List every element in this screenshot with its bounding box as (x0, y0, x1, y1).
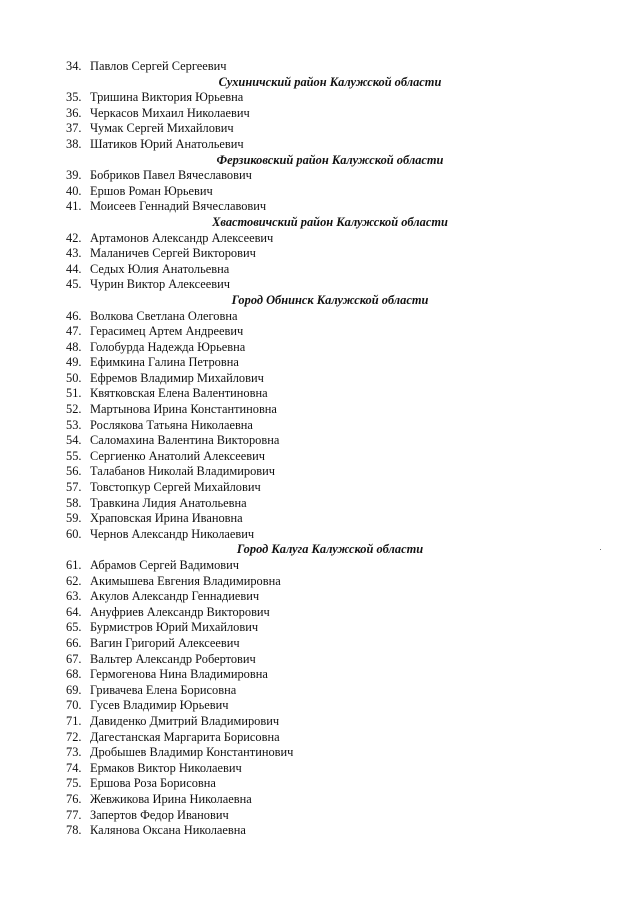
item-number: 69. (66, 682, 82, 697)
item-number: 40. (66, 183, 82, 198)
item-number: 36. (66, 105, 82, 120)
item-number: 57. (66, 480, 82, 495)
list-item (0, 199, 640, 215)
item-number: 70. (66, 698, 82, 713)
item-number: 47. (66, 324, 82, 339)
person-name: Талабанов Николай Владимирович (90, 464, 275, 479)
list-item (0, 714, 640, 730)
item-number: 43. (66, 246, 82, 261)
person-name: Моисеев Геннадий Вячеславович (90, 199, 267, 214)
person-name: Абрамов Сергей Вадимович (90, 558, 240, 572)
person-name: Саломахина Валентина Викторовна (90, 433, 280, 448)
person-name: Чернов Александр Николаевич (90, 526, 255, 541)
list-item (0, 683, 640, 699)
list-item (0, 340, 640, 356)
list-item (0, 168, 640, 184)
list-item (0, 433, 640, 449)
list-item (0, 589, 640, 605)
person-name: Товстопкур Сергей Михайлович (90, 480, 261, 495)
person-name: Давиденко Дмитрий Владимирович (90, 713, 280, 728)
person-name: Тришина Виктория Юрьевна (90, 90, 244, 105)
section-heading: Ферзиковский район Калужской области (216, 152, 444, 167)
item-number: 56. (66, 464, 82, 479)
item-number: 65. (66, 620, 82, 635)
stray-mark (600, 549, 601, 550)
item-number: 35. (66, 90, 82, 105)
item-number: 71. (66, 713, 82, 728)
list-item (0, 761, 640, 777)
item-number: 53. (66, 417, 82, 432)
list-item (0, 355, 640, 371)
list-item (0, 246, 640, 262)
list-item (0, 652, 640, 668)
item-number: 41. (66, 199, 82, 214)
list-item (0, 386, 640, 402)
list-item (0, 371, 640, 387)
item-number: 67. (66, 651, 82, 666)
person-name: Павлов Сергей Сергеевич (90, 59, 227, 73)
person-name: Ермаков Виктор Николаевич (90, 760, 242, 775)
item-number: 45. (66, 277, 82, 292)
item-number: 44. (66, 261, 82, 276)
list-item (0, 324, 640, 340)
item-number: 74. (66, 760, 82, 775)
list-item (0, 309, 640, 325)
list-item (0, 511, 640, 527)
list-item (0, 620, 640, 636)
person-name: Гермогенова Нина Владимировна (90, 667, 268, 682)
person-name: Ершова Роза Борисовна (90, 776, 216, 791)
list-item (0, 184, 640, 200)
section-heading: Город Обнинск Калужской области (231, 292, 429, 307)
item-number: 50. (66, 370, 82, 385)
person-name: Гусев Владимир Юрьевич (90, 698, 229, 713)
list-item (0, 480, 640, 496)
person-name: Волкова Светлана Олеговна (90, 308, 238, 323)
person-name: Запертов Федор Иванович (90, 807, 229, 822)
item-number: 37. (66, 121, 82, 136)
list-item (0, 792, 640, 808)
person-name: Квятковская Елена Валентиновна (90, 386, 268, 401)
item-number: 76. (66, 791, 82, 806)
item-number: 77. (66, 807, 82, 822)
list-item (0, 527, 640, 543)
list-item (0, 90, 640, 106)
person-name: Сергиенко Анатолий Алексеевич (90, 448, 265, 463)
list-item (0, 121, 640, 137)
item-number: 42. (66, 230, 82, 245)
person-name: Калянова Оксана Николаевна (90, 823, 246, 838)
candidate-list (0, 59, 640, 839)
list-item (0, 464, 640, 480)
list-item (0, 277, 640, 293)
item-number: 49. (66, 355, 82, 370)
list-item (0, 730, 640, 746)
item-number: 46. (66, 308, 82, 323)
item-number: 52. (66, 402, 82, 417)
person-name: Ануфриев Александр Викторович (90, 604, 270, 619)
person-name: Бобриков Павел Вячеславович (90, 168, 252, 183)
list-item (0, 823, 640, 839)
list-item (0, 496, 640, 512)
list-item (0, 698, 640, 714)
person-name: Травкина Лидия Анатольевна (90, 495, 247, 510)
section-heading: Сухиничский район Калужской области (218, 74, 442, 89)
item-number: 75. (66, 776, 82, 791)
person-name: Ефремов Владимир Михайлович (90, 370, 264, 385)
person-name: Седых Юлия Анатольевна (90, 261, 230, 276)
list-item (0, 776, 640, 792)
item-number: 72. (66, 729, 82, 744)
item-number: 61. (66, 558, 82, 572)
person-name: Мартынова Ирина Константиновна (90, 402, 277, 417)
item-number: 39. (66, 168, 82, 183)
person-name: Ефимкина Галина Петровна (90, 355, 239, 370)
person-name: Вагин Григорий Алексеевич (90, 635, 240, 650)
item-number: 58. (66, 495, 82, 510)
item-number: 78. (66, 823, 82, 838)
person-name: Голобурда Надежда Юрьевна (90, 339, 246, 354)
section-heading: Город Калуга Калужской области (236, 542, 424, 557)
item-number: 66. (66, 635, 82, 650)
list-item (0, 558, 640, 574)
person-name: Акимышева Евгения Владимировна (90, 573, 281, 588)
list-item (0, 137, 640, 153)
list-item (0, 808, 640, 824)
person-name: Храповская Ирина Ивановна (90, 511, 243, 526)
list-item (0, 636, 640, 652)
item-number: 62. (66, 573, 82, 588)
section-heading: Хвастовичский район Калужской области (212, 214, 448, 229)
item-number: 60. (66, 526, 82, 541)
person-name: Чурин Виктор Алексеевич (90, 277, 230, 292)
person-name: Акулов Александр Геннадиевич (90, 589, 260, 604)
list-item (0, 449, 640, 465)
person-name: Ершов Роман Юрьевич (90, 183, 213, 198)
person-name: Дробышев Владимир Константинович (90, 745, 294, 760)
item-number: 73. (66, 745, 82, 760)
list-item (0, 231, 640, 247)
item-number: 68. (66, 667, 82, 682)
item-number: 38. (66, 136, 82, 151)
item-number: 64. (66, 604, 82, 619)
person-name: Бурмистров Юрий Михайлович (90, 620, 259, 635)
item-number: 55. (66, 448, 82, 463)
list-item (0, 605, 640, 621)
item-number: 54. (66, 433, 82, 448)
list-item (0, 745, 640, 761)
person-name: Рослякова Татьяна Николаевна (90, 417, 253, 432)
person-name: Артамонов Александр Алексеевич (90, 230, 274, 245)
person-name: Маланичев Сергей Викторович (90, 246, 256, 261)
item-number: 51. (66, 386, 82, 401)
person-name: Гривачева Елена Борисовна (90, 682, 237, 697)
person-name: Вальтер Александр Робертович (90, 651, 256, 666)
person-name: Черкасов Михаил Николаевич (90, 105, 250, 120)
item-number: 34. (66, 59, 82, 73)
person-name: Шатиков Юрий Анатольевич (90, 136, 244, 151)
list-item (0, 418, 640, 434)
person-name: Жевжикова Ирина Николаевна (90, 791, 252, 806)
list-item (0, 59, 640, 75)
list-item (0, 262, 640, 278)
person-name: Герасимец Артем Андреевич (90, 324, 244, 339)
list-item (0, 106, 640, 122)
person-name: Дагестанская Маргарита Борисовна (90, 729, 280, 744)
item-number: 59. (66, 511, 82, 526)
list-item (0, 574, 640, 590)
item-number: 63. (66, 589, 82, 604)
person-name: Чумак Сергей Михайлович (90, 121, 234, 136)
list-item (0, 667, 640, 683)
list-item (0, 402, 640, 418)
item-number: 48. (66, 339, 82, 354)
